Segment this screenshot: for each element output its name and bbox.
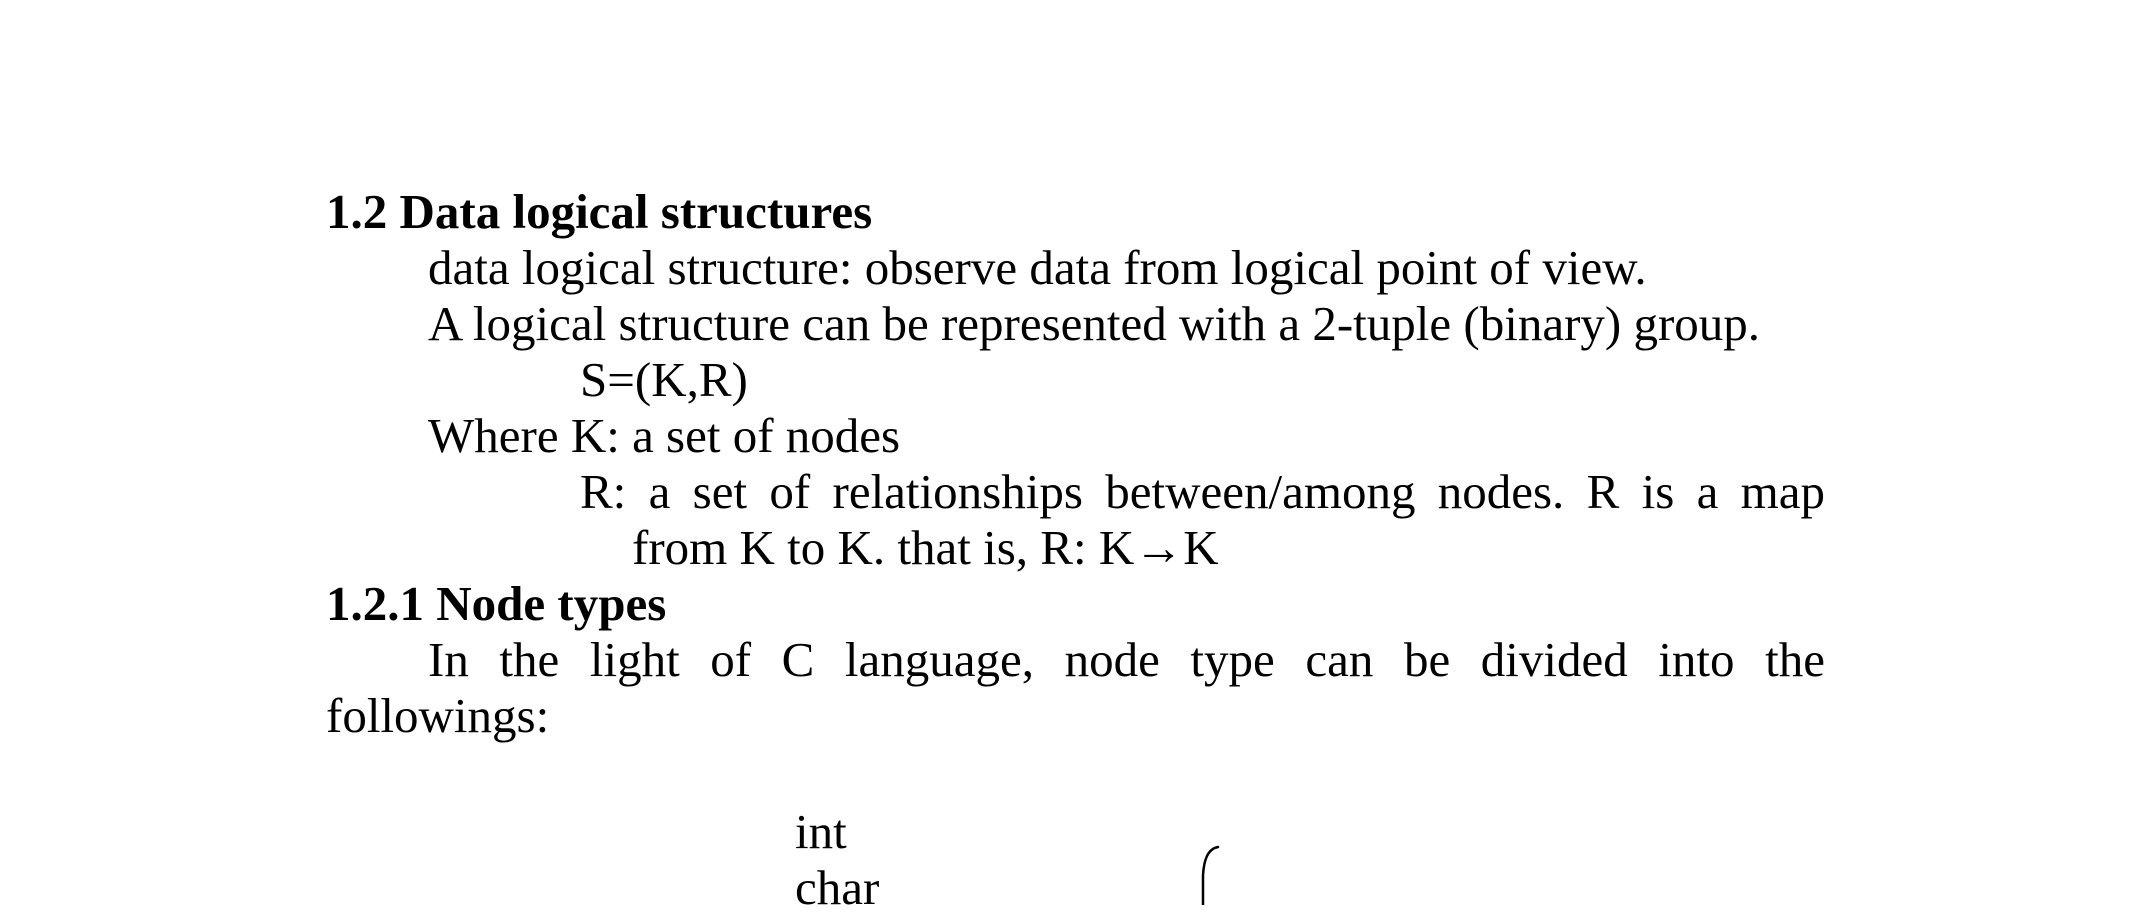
paragraph-tuple: A logical structure can be represented with a 2-tuple (binary) group. xyxy=(428,296,1761,351)
where-r-continuation: from K to K. that is, R: K→K xyxy=(632,520,1219,575)
subsection-heading: 1.2.1 Node types xyxy=(326,576,667,631)
where-r-definition: R: a set of relationships between/among nodes. R is a map xyxy=(580,464,1825,519)
paragraph-node-types-continuation: followings: xyxy=(326,688,550,743)
type-list-item: char xyxy=(795,860,880,915)
left-brace-icon xyxy=(1192,845,1232,905)
paragraph-definition: data logical structure: observe data from logical point of view. xyxy=(428,240,1647,295)
type-list-item: int xyxy=(795,804,847,859)
paragraph-node-types: In the light of C language, node type can be divided into the xyxy=(428,632,1825,687)
section-heading: 1.2 Data logical structures xyxy=(326,184,873,239)
formula: S=(K,R) xyxy=(580,352,748,407)
where-k-definition: Where K: a set of nodes xyxy=(428,408,901,463)
